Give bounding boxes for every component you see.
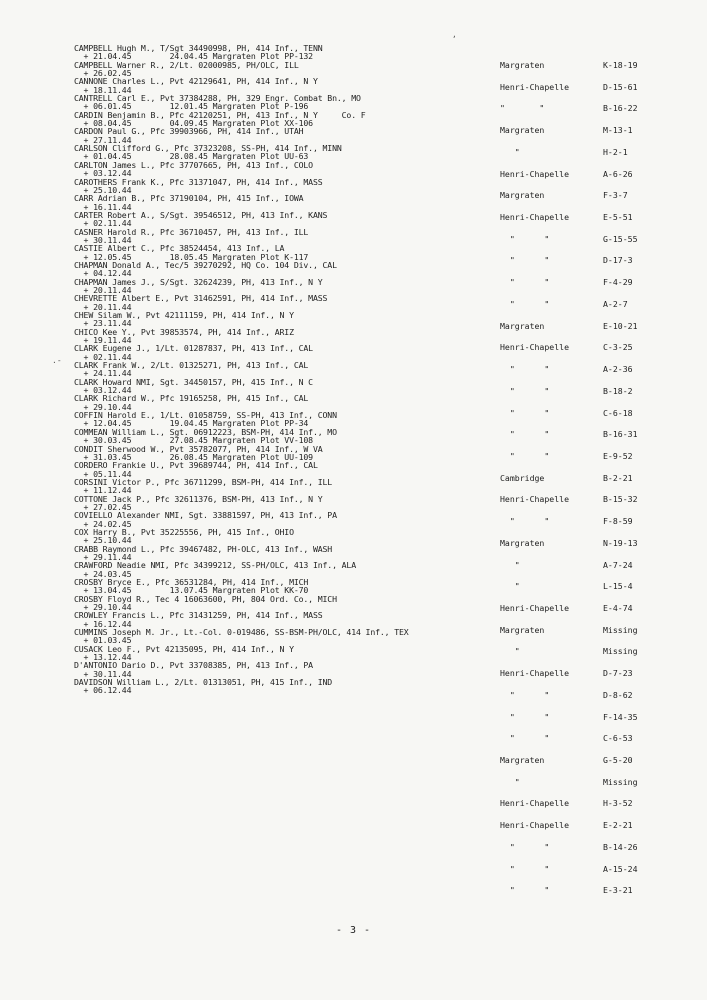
cemetery-name: " " [500,407,550,418]
burial-row [500,603,670,625]
entry-date-line: + 30.03.45 27.08.45 Margraten Plot VV-108 [74,435,313,446]
entry-name-line: CROSBY Bryce E., Pfc 36531284, PH, 414 Inf., MICH [74,577,309,587]
entry-date-line: + 13.04.45 13.07.45 Margraten Plot KK-70 [74,585,309,596]
casualty-entry [74,127,504,144]
grave-plot: D-15-61 [603,81,638,92]
casualty-entry [74,611,504,628]
casualty-entry [74,495,504,512]
entry-date-line: + 27.02.45 [74,501,132,512]
grave-plot: H-2-1 [603,146,628,157]
grave-plot: E-2-21 [603,820,633,831]
casualty-entry [74,77,504,94]
entry-name-line: COTTONE Jack P., Pfc 32611376, BSM-PH, 413 Inf., N Y [74,493,323,504]
scan-speck: , [452,30,457,39]
entry-date-line: + 25.10.44 [74,184,132,195]
burial-row [500,690,670,712]
cemetery-name: " " [500,385,550,396]
entry-date-line: + 23.11.44 [74,318,132,329]
casualty-entry [74,178,504,195]
burial-row [500,668,670,690]
cemetery-name: Henri-Chapelle [500,212,570,223]
entry-date-line: + 21.04.45 24.04.45 Margraten Plot PP-132 [74,51,313,62]
entry-date-line: + 06.12.44 [74,685,132,696]
grave-plot: Missing [603,624,638,635]
entry-name-line: CAMPBELL Warner R., 2/Lt. 02000985, PH/OLC, ILL [74,59,299,70]
entry-name-line: CASNER Harold R., Pfc 36710457, PH, 413 Inf., ILL [74,226,309,237]
grave-plot: F-14-35 [603,711,638,722]
grave-plot: E-10-21 [603,320,638,331]
cemetery-name: Cambridge [500,472,545,483]
casualty-entry [74,344,504,361]
grave-plot: A-2-7 [603,298,628,309]
burial-row [500,581,670,603]
casualty-entry [74,528,504,545]
cemetery-name: " " [500,689,550,700]
burial-row [500,494,670,516]
casualty-entry [74,378,504,395]
grave-plot: N-19-13 [603,537,638,548]
entry-name-line: CARLSON Clifford G., Pfc 37323208, SS-PH, 414 Inf., MINN [74,143,342,154]
entry-name-line: CRAWFORD Neadie NMI, Pfc 34399212, SS-PH/OLC, 413 Inf., ALA [74,560,356,571]
entry-date-line: + 02.11.44 [74,218,132,229]
entry-date-line: + 29.11.44 [74,551,132,562]
burial-row [500,560,670,582]
grave-plot: L-15-4 [603,581,633,592]
cemetery-name: Margraten [500,60,545,70]
grave-plot: B-18-2 [603,385,633,396]
cemetery-name: Henri-Chapelle [500,494,570,505]
grave-plot: E-9-52 [603,450,633,461]
entry-name-line: CLARK Howard NMI, Sgt. 34450157, PH, 415 Inf., N C [74,376,313,387]
grave-plot: B-15-32 [603,494,638,505]
burial-row [500,364,670,386]
cemetery-name: Henri-Chapelle [500,798,570,809]
burial-row [500,733,670,755]
burial-row [500,82,670,104]
grave-plot: B-2-21 [603,472,633,483]
entry-date-line: + 30.11.44 [74,668,132,679]
entry-date-line: + 29.10.44 [74,401,132,412]
casualty-entry [74,228,504,245]
burial-row [500,169,670,191]
entry-name-line: CASTIE Albert C., Pfc 38524454, 413 Inf., LA [74,243,285,254]
entry-name-line: CROWLEY Francis L., Pfc 31431259, PH, 414 Inf., MASS [74,610,323,621]
grave-plot: E-3-21 [603,885,633,896]
casualty-entry [74,294,504,311]
casualty-entry [74,445,504,462]
cemetery-name: " " [500,885,550,896]
cemetery-name: Margraten [500,320,545,331]
entry-name-line: COFFIN Harold E., 1/Lt. 01058759, SS-PH, 413 Inf., CONN [74,410,337,421]
entry-name-line: CANTRELL Carl E., Pvt 37384288, PH, 329 Engr. Combat Bn., MO [74,93,361,104]
burial-row [500,712,670,734]
grave-plot: Missing [603,776,638,787]
burial-row [500,429,670,451]
entry-name-line: COMMEAN William L., Sgt. 06912223, BSM-PH, 414 Inf., MO [74,426,337,437]
grave-plot: E-5-51 [603,212,633,223]
burial-row [500,885,670,907]
burial-row [500,538,670,560]
cemetery-name: " " [500,255,550,266]
casualty-entry [74,94,504,111]
entry-name-line: CARTER Robert A., S/Sgt. 39546512, PH, 413 Inf., KANS [74,209,328,220]
cemetery-name: Henri-Chapelle [500,81,570,92]
entry-date-line: + 01.03.45 [74,635,132,646]
grave-plot: A-6-26 [603,168,633,179]
cemetery-name: Margraten [500,537,545,548]
casualty-entry [74,261,504,278]
casualty-entry [74,478,504,495]
entry-name-line: CONDIT Sherwood W., Pvt 35782077, PH, 414 Inf., W VA [74,443,323,454]
burial-row [500,798,670,820]
burial-row [500,212,670,234]
cemetery-name: " " [500,733,550,744]
burial-row [500,147,670,169]
cemetery-name: " [500,146,520,157]
casualty-entry [74,211,504,228]
casualty-entry [74,144,504,161]
entry-name-line: CORDERO Frankie U., Pvt 39689744, PH, 414 Inf., CAL [74,460,318,471]
casualty-entry [74,661,504,678]
entry-name-line: CORSINI Victor P., Pfc 36711299, BSM-PH, 414 Inf., ILL [74,476,333,487]
entry-name-line: CLARK Eugene J., 1/Lt. 01287837, PH, 413 Inf., CAL [74,343,313,354]
casualty-entry [74,461,504,478]
casualty-entry [74,428,504,445]
casualty-entry [74,328,504,345]
grave-plot: D-17-3 [603,255,633,266]
entry-name-line: CUSACK Leo F., Pvt 42135095, PH, 414 Inf., N Y [74,643,294,654]
casualty-list [74,44,504,695]
grave-plot: F-8-59 [603,516,633,527]
burial-row [500,277,670,299]
cemetery-name: " " [500,516,550,527]
cemetery-name: " " [500,364,550,375]
entry-date-line: + 24.02.45 [74,518,132,529]
burial-row [500,125,670,147]
burial-row [500,60,670,82]
grave-plot: F-3-7 [603,190,628,201]
casualty-entry [74,194,504,211]
grave-plot: A-15-24 [603,863,638,874]
entry-name-line: CARDON Paul G., Pfc 39903966, PH, 414 Inf., UTAH [74,126,304,137]
entry-name-line: CARLTON James L., Pfc 37707665, PH, 413 Inf., COLO [74,159,313,170]
cemetery-name: " [500,776,520,787]
entry-name-line: CUMMINS Joseph M. Jr., Lt.-Col. 0-019486, SS-BSM-PH/OLC, 414 Inf., TEX [74,627,409,638]
entry-name-line: CHEW Silam W., Pvt 42111159, PH, 414 Inf., N Y [74,310,294,320]
cemetery-name: Henri-Chapelle [500,602,570,613]
entry-date-line: + 03.12.44 [74,168,132,179]
entry-name-line: CHEVRETTE Albert E., Pvt 31462591, PH, 414 Inf., MASS [74,293,328,304]
entry-date-line: + 30.11.44 [74,234,132,245]
page-number: - 3 - [335,925,372,936]
entry-date-line: + 31.03.45 26.08.45 Margraten Plot UU-109 [74,451,313,462]
grave-plot: G-15-55 [603,233,638,244]
grave-plot: D-8-62 [603,689,633,700]
grave-plot: H-3-52 [603,798,633,809]
cemetery-name: " " [500,841,550,852]
casualty-entry [74,361,504,378]
entry-name-line: CHAPMAN James J., S/Sgt. 32624239, PH, 413 Inf., N Y [74,276,323,287]
cemetery-name: Henri-Chapelle [500,820,570,831]
entry-date-line: + 08.04.45 04.09.45 Margraten Plot XX-106 [74,118,313,129]
entry-date-line: + 06.01.45 12.01.45 Margraten Plot P-196 [74,101,309,112]
casualty-entry [74,511,504,528]
burial-row [500,625,670,647]
casualty-entry [74,278,504,295]
entry-date-line: + 19.11.44 [74,335,132,346]
cemetery-name: " " [500,298,550,309]
entry-name-line: DAVIDSON William L., 2/Lt. 01313051, PH, 415 Inf., IND [74,677,333,688]
entry-name-line: CROSBY Floyd R., Tec 4 16063600, PH, 804 Ord. Co., MICH [74,593,337,604]
cemetery-name: " [500,581,520,592]
entry-date-line: + 12.04.45 19.04.45 Margraten Plot PP-34 [74,418,309,429]
grave-plot: B-16-31 [603,429,638,440]
entry-name-line: CARR Adrian B., Pfc 37190104, PH, 415 Inf., IOWA [74,193,304,204]
burial-row [500,321,670,343]
entry-date-line: + 16.11.44 [74,201,132,212]
cemetery-name: " " [500,277,550,288]
burial-row [500,755,670,777]
entry-date-line: + 05.11.44 [74,468,132,479]
cemetery-name: Margraten [500,190,545,201]
entry-date-line: + 04.12.44 [74,268,132,279]
entry-date-line: + 03.12.44 [74,385,132,396]
cemetery-name: Henri-Chapelle [500,342,570,353]
grave-plot: C-6-18 [603,407,633,418]
burial-row [500,820,670,842]
grave-plot: G-5-20 [603,755,633,765]
cemetery-name: Henri-Chapelle [500,168,570,179]
casualty-entry [74,628,504,645]
entry-name-line: D'ANTONIO Dario D., Pvt 33708385, PH, 413 Inf., PA [74,660,313,671]
burial-row [500,299,670,321]
entry-name-line: CLARK Frank W., 2/Lt. 01325271, PH, 413 Inf., CAL [74,360,309,371]
burial-row [500,777,670,799]
entry-date-line: + 12.05.45 18.05.45 Margraten Plot K-117 [74,251,309,262]
grave-plot: Missing [603,646,638,657]
cemetery-name: " [500,646,520,657]
cemetery-name: " [500,559,520,570]
grave-plot: M-13-1 [603,125,633,136]
entry-date-line: + 26.02.45 [74,68,132,79]
grave-plot: E-4-74 [603,602,633,613]
entry-date-line: + 02.11.44 [74,351,132,362]
entry-date-line: + 13.12.44 [74,652,132,663]
entry-date-line: + 11.12.44 [74,485,132,496]
cemetery-name: Margraten [500,755,545,765]
burial-row [500,234,670,256]
entry-date-line: + 18.11.44 [74,84,132,95]
burial-row [500,864,670,886]
casualty-entry [74,545,504,562]
grave-plot: F-4-29 [603,277,633,288]
entry-date-line: + 20.11.44 [74,284,132,295]
entry-name-line: COX Harry B., Pvt 35225556, PH, 415 Inf., OHIO [74,526,294,537]
burial-row [500,190,670,212]
casualty-entry [74,44,504,61]
entry-date-line: + 16.12.44 [74,618,132,629]
entry-date-line: + 24.11.44 [74,368,132,379]
cemetery-name: " " [500,450,550,461]
burial-list [500,60,670,907]
casualty-entry [74,111,504,128]
grave-plot: B-14-26 [603,841,638,852]
casualty-entry [74,61,504,78]
grave-plot: A-7-24 [603,559,633,570]
entry-date-line: + 25.10.44 [74,535,132,546]
entry-name-line: CAROTHERS Frank K., Pfc 31371047, PH, 414 Inf., MASS [74,176,323,187]
grave-plot: C-6-53 [603,733,633,744]
casualty-entry [74,244,504,261]
casualty-entry [74,578,504,595]
entry-date-line: + 01.04.45 28.08.45 Margraten Plot UU-63 [74,151,309,162]
casualty-entry [74,561,504,578]
burial-row [500,103,670,125]
entry-name-line: CLARK Richard W., Pfc 19165258, PH, 415 Inf., CAL [74,393,309,404]
cemetery-name: " " [500,429,550,440]
burial-row [500,408,670,430]
entry-name-line: CRABB Raymond L., Pfc 39467482, PH-OLC, 413 Inf., WASH [74,543,333,554]
entry-name-line: CHAPMAN Donald A., Tec/5 39270292, HQ Co. 104 Div., CAL [74,259,337,270]
burial-row [500,842,670,864]
cemetery-name: Margraten [500,624,545,635]
grave-plot: D-7-23 [603,668,633,679]
cemetery-name: Margraten [500,125,545,136]
casualty-entry [74,411,504,428]
grave-plot: B-16-22 [603,103,638,114]
cemetery-name: " " [500,233,550,244]
burial-row [500,516,670,538]
grave-plot: C-3-25 [603,342,633,353]
entry-name-line: CAMPBELL Hugh M., T/Sgt 34490998, PH, 414 Inf., TENN [74,43,323,53]
grave-plot: K-18-19 [603,60,638,70]
cemetery-name: " " [500,863,550,874]
casualty-entry [74,394,504,411]
entry-date-line: + 27.11.44 [74,134,132,145]
burial-row [500,473,670,495]
cemetery-name: Henri-Chapelle [500,668,570,679]
entry-name-line: CANNONE Charles L., Pvt 42129641, PH, 414 Inf., N Y [74,76,318,87]
casualty-entry [74,678,504,695]
burial-row [500,342,670,364]
entry-name-line: CHICO Kee Y., Pvt 39853574, PH, 414 Inf., ARIZ [74,326,294,337]
cemetery-name: " " [500,711,550,722]
entry-date-line: + 20.11.44 [74,301,132,312]
burial-row [500,386,670,408]
burial-row [500,451,670,473]
grave-plot: A-2-36 [603,364,633,375]
entry-date-line: + 24.03.45 [74,568,132,579]
entry-name-line: CARDIN Benjamin B., Pfc 42120251, PH, 413 Inf., N Y Co. F [74,109,366,120]
burial-row [500,255,670,277]
entry-date-line: + 29.10.44 [74,602,132,613]
casualty-entry [74,311,504,328]
casualty-entry [74,645,504,662]
burial-row [500,646,670,668]
entry-name-line: COVIELLO Alexander NMI, Sgt. 33881597, PH, 413 Inf., PA [74,510,337,521]
casualty-entry [74,161,504,178]
cemetery-name: " " [500,103,545,114]
casualty-entry [74,595,504,612]
scan-speck: .- [52,356,62,365]
